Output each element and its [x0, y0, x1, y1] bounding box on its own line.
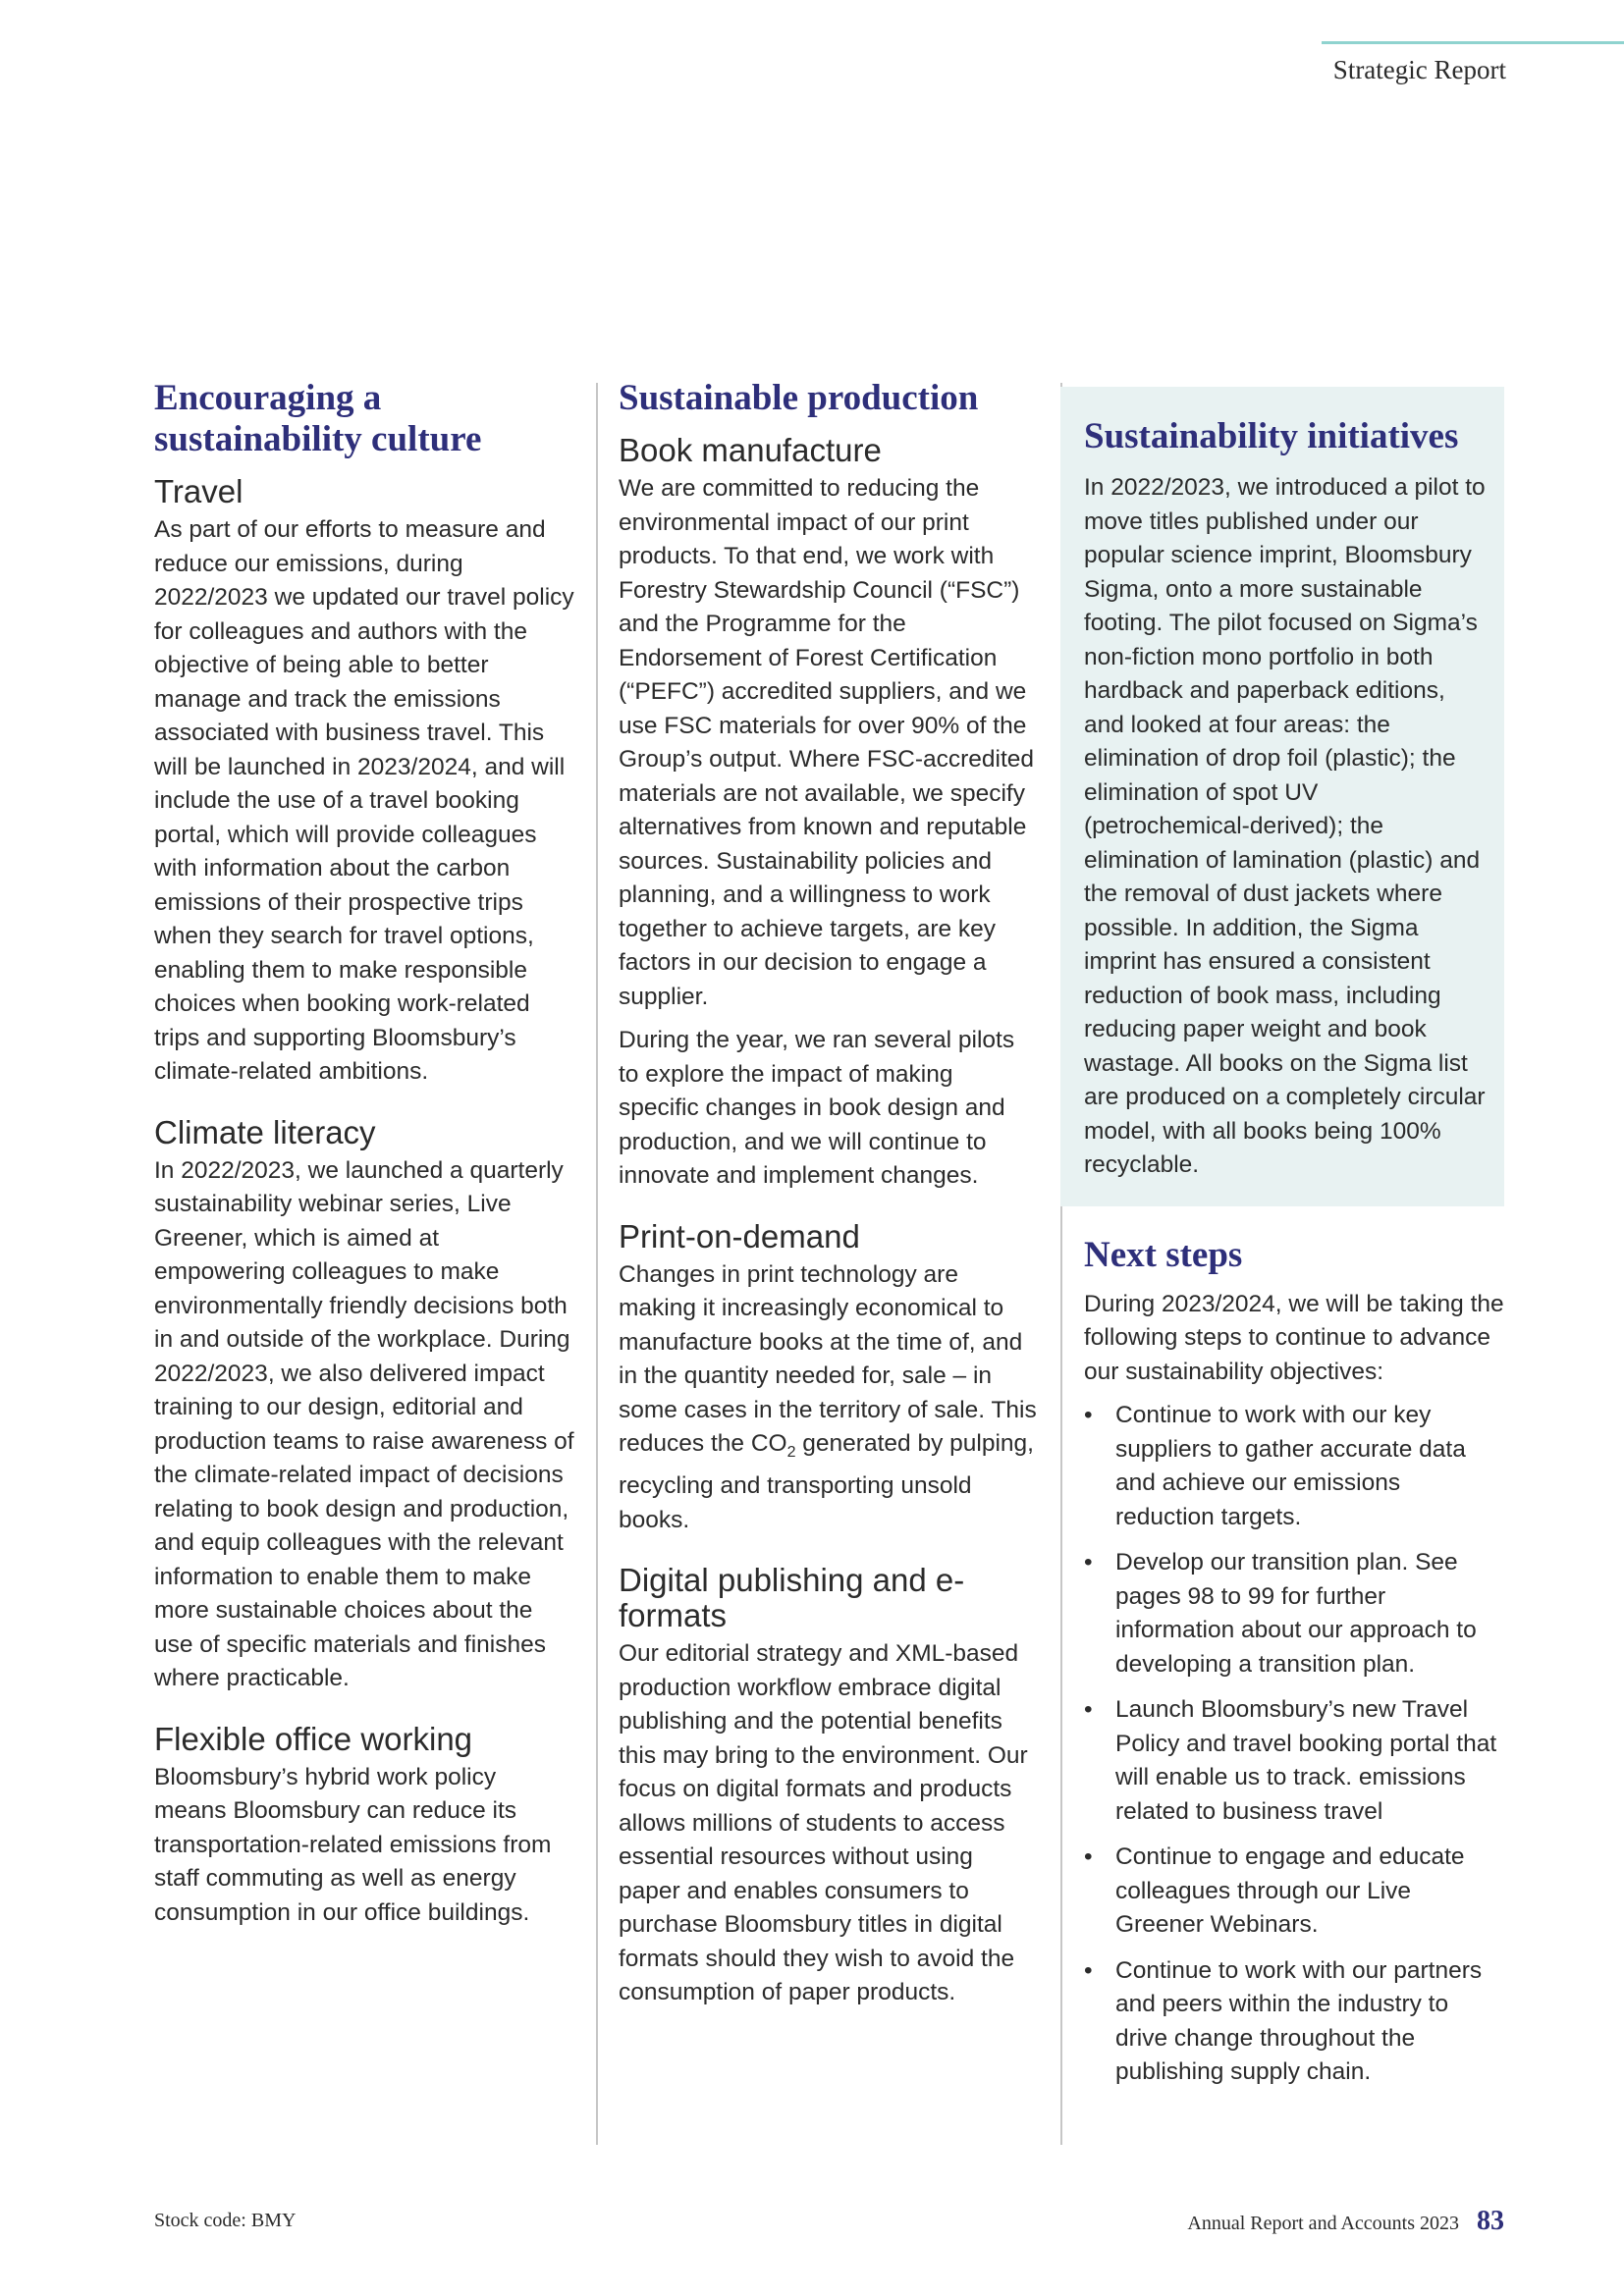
list-item: • Continue to work with our partners and peers within the industry to drive change throughout the publishing supply chain. [1084, 1954, 1504, 2090]
paragraph-travel: As part of our efforts to measure and reduce our emissions, during 2022/2023 we updated our travel policy for colleagues and authors with the objective of being able to better manage and track the emissions associated with business travel. This will be launched in 2023/2024, and will include the use of a travel booking portal, which will provide colleagues with information about the carbon emissions of their prospective trips when they search for travel options, enabling them to make responsible choices when booking work-related trips and supporting Bloomsbury’s climate-related ambitions. [154, 516, 574, 1085]
heading-culture: Encouraging a sustainability culture [154, 378, 482, 459]
paragraph-initiatives: In 2022/2023, we introduced a pilot to move titles published under our popular science imprint, Bloomsbury Sigma, onto a more sustainable footing. The pilot focused on Sigma’s non-fiction mono portfolio in both hardback and paperback editions, and looked at four areas: the elimination of drop foil (plastic); the elimination of spot UV (petrochemical-derived); the elimination of lamination (plastic) and the removal of dust jackets where possible. In addition, the Sigma imprint has ensured a consistent reduction of book mass, including reducing paper weight and book wastage. All books on the Sigma list are produced on a completely circular model, with all books being 100% recyclable. [1084, 474, 1486, 1178]
column-culture [154, 378, 574, 1940]
list-item: • Continue to engage and educate colleagues through our Live Greener Webinars. [1084, 1841, 1504, 1943]
bullet-icon: • [1084, 1956, 1093, 1984]
bullet-icon: • [1084, 1843, 1093, 1870]
section-label: Strategic Report [1332, 55, 1506, 84]
bullet-icon: • [1084, 1696, 1093, 1723]
heading-initiatives: Sustainability initiatives [1084, 416, 1459, 456]
list-item: • Continue to work with our key suppliers to gather accurate data and achieve our emissions reduction targets. [1084, 1399, 1504, 1534]
bullet-icon: • [1084, 1549, 1093, 1575]
header-rule [1322, 41, 1624, 44]
initiatives-panel [1060, 387, 1504, 1206]
paragraph-next-steps-intro: During 2023/2024, we will be taking the following steps to continue to advance our sustainability objectives: [1084, 1290, 1504, 1385]
paragraph-climate-literacy: In 2022/2023, we launched a quarterly sustainability webinar series, Live Greener, which is aimed at empowering colleagues to make environmentally friendly decisions both in and outside of the workplace. During 2022/2023, we also delivered impact training to our design, editorial and production teams to raise awareness of the climate-related impact of decisions relating to book design and production, and equip colleagues with the relevant information to enable them to make more sustainable choices about the use of specific materials and finishes where practicable. [154, 1156, 574, 1691]
next-steps-list [1084, 1399, 1504, 2090]
list-item: • Launch Bloomsbury’s new Travel Policy and travel booking portal that will enable us to track. emissions related to business travel [1084, 1693, 1504, 1829]
subscript: 2 [786, 1443, 796, 1461]
column-production [619, 378, 1039, 2020]
heading-next-steps: Next steps [1084, 1234, 1243, 1275]
subheading-climate-literacy: Climate literacy [154, 1113, 376, 1150]
heading-production: Sustainable production [619, 378, 979, 418]
footer-report-title: Annual Report and Accounts 2023 [1187, 2213, 1459, 2234]
page-number: 83 [1477, 2206, 1504, 2236]
paragraph-book-manufacture-1: We are committed to reducing the environmental impact of our print products. To that end, we work with Forestry Stewardship Council (“FSC”) and the Programme for the Endorsement of Forest Certification (“PEFC”) accredited suppliers, and we use FSC materials for over 90% of the Group’s output. Where FSC-accredited materials are not available, we specify alternatives from known and reputable sources. Sustainability policies and planning, and a willingness to work together to achieve targets, are key factors in our decision to engage a supplier. [619, 475, 1035, 1010]
subheading-flexible-office: Flexible office working [154, 1720, 473, 1757]
paragraph-book-manufacture-2: During the year, we ran several pilots to explore the impact of making specific changes in book design and production, and we will continue to innovate and implement changes. [619, 1027, 1015, 1189]
list-item: • Develop our transition plan. See pages 98 to 99 for further information about our approach to developing a transition plan. [1084, 1546, 1504, 1682]
subheading-print-on-demand: Print-on-demand [619, 1217, 860, 1255]
column-initiatives [1084, 378, 1504, 2102]
paragraph-flexible-office: Bloomsbury’s hybrid work policy means Bloomsbury can reduce its transportation-related emissions from staff commuting as well as energy consumption in our office buildings. [154, 1763, 552, 1926]
subheading-digital-publishing: Digital publishing and e-formats [619, 1562, 965, 1634]
footer-stock-code: Stock code: BMY [154, 2210, 297, 2231]
subheading-book-manufacture: Book manufacture [619, 432, 882, 468]
subheading-travel: Travel [154, 473, 244, 509]
paragraph-print-on-demand: Changes in print technology are making it increasingly economical to manufacture books at the time of, and in the quantity needed for, sale – in some cases in the territory of sale. This reduces the $CO_2$ generated by pulping, recycling and transporting unsold books. [619, 1260, 1037, 1533]
footer-report [1187, 2206, 1504, 2237]
bullet-icon: • [1084, 1402, 1093, 1428]
column-divider [596, 383, 598, 2145]
paragraph-digital-publishing: Our editorial strategy and XML-based production workflow embrace digital publishing and the potential benefits this may bring to the environment. Our focus on digital formats and products allows millions of students to access essential resources without using paper and enables consumers to purchase Bloomsbury titles in digital formats should they wish to avoid the consumption of paper products. [619, 1640, 1028, 2006]
